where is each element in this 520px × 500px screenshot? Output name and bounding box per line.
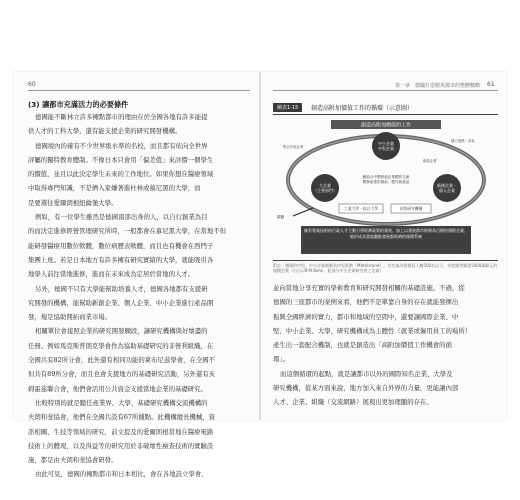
text-line: 的而決定進修經營管理研究所時，一般都會在慕尼黑大學，在當地不但 xyxy=(28,227,227,236)
text-line: 另外，德國不只有大學能幫助培養人才，德國各地都有支援研 xyxy=(35,284,208,293)
text-line: 由此可見，德國的擁點都市和日本相比，會在各地設立學會、 xyxy=(35,470,208,479)
corp-label-2: （主要部門） xyxy=(313,188,337,193)
text-line: 技術上的體現，以及得益等的研究用於非破壞性檢查技術的實驗設 xyxy=(28,441,214,450)
section-heading: (3) 讓都市充滿活力的必要條件 xyxy=(28,100,129,109)
running-head: 第一章 德國打造精英都市的整體戰略 xyxy=(394,83,480,89)
text-line: 比較特別的就是聽任產業界、大學、基礎研究機構交流機構的 xyxy=(35,398,208,407)
text-line: 振興全國經濟的實力，都市和地域的空間中，還要讓國際企業、中 xyxy=(273,312,459,321)
text-line: 是要選往愛爾朗根紐倫堡大學。 xyxy=(28,198,118,207)
corp-label: 大企業 xyxy=(319,183,331,188)
text-line: 施，都是由夫朗和斐協會研發。 xyxy=(28,456,118,465)
text-line: 任務。例如馬克斯普朗克學會作為協助基礎研究的非營利組織，在 xyxy=(28,341,214,350)
text-line: 相關單位會接照企業的研究開發願段，讓研究機構與好壞盡的 xyxy=(35,327,208,336)
left-body-text xyxy=(28,110,250,482)
center-label: 藉結合中價格值企業體的交流 xyxy=(362,175,410,179)
startup-label: 新創企業・ xyxy=(437,183,457,188)
right-body-text xyxy=(273,281,498,410)
left-page-number: 60 xyxy=(28,81,36,88)
sme-label: 中小企業 xyxy=(378,141,394,146)
text-line: 究開發的機構，能幫助新創企業、個人企業、中小企業進行產品開 xyxy=(28,298,214,307)
banner-text: 創造高附加價值的工作 xyxy=(360,122,412,129)
figure-label: 圖表1-15 xyxy=(273,103,302,112)
text-line: 的價值，並且以此決定學生未來的工作地位。如果你想在醫療領域 xyxy=(28,170,214,179)
expand-label: 擴大規模・成長 xyxy=(451,139,475,143)
text-line: 研究機構，從某方面來說，地方加入來自外界的力量，更能讓內部 xyxy=(273,384,459,393)
univ-label: 工業大學・綜合大學 xyxy=(343,206,379,211)
startup-label-2: 個人企業 xyxy=(439,188,455,193)
text-line: 能研發醫療用數位軟體，數位病歷表軟體，而且也有機會在西門子 xyxy=(28,241,214,250)
text-line: 而這個循環的起點，就是讓都市以外的國際知名企業、大學及 xyxy=(280,369,453,378)
center-label-2: 開發產業的創新、製作新產品 xyxy=(362,180,410,184)
text-line: 堅、中小企業、大學、研究機構成為主體性（就業或僱用員工的場所） xyxy=(273,326,472,335)
text-line: 並向當地分享充實的學術教育和研究開發相關的基礎設施。不過，從 xyxy=(273,284,465,292)
sme-label-2: 中堅企業 xyxy=(378,146,394,151)
text-line: 產生出一套配合機制，也就是創造出「高附加價值工作機會的循 xyxy=(273,341,452,350)
local-label: 集合在地企業 xyxy=(283,145,304,149)
research-label: 民間研究機構 xyxy=(399,206,423,211)
right-header-rule xyxy=(273,90,498,91)
figure-caption: 附註：德國的中堅、中小企業被稱為中堅經濟（Mittelstand）。其定義為從業員人數500名以下，年度銷售額達5000萬歐元的規模企業（出自以IFM Bonn，此部分中小企業研究所之定義） xyxy=(273,263,498,274)
cycle-diagram xyxy=(273,118,498,258)
start-arrow xyxy=(293,208,313,216)
figure-header xyxy=(273,103,498,113)
text-line: 評屬的獨特教育體制。不像日本只會用「偏差值」來評價一個學生 xyxy=(28,155,214,164)
text-line: 訊相關、生技等領域的研究，前文提及的愛爾朗根當地在醫療電路 xyxy=(28,427,214,436)
figure-title: 創造高附加價值工作的循環（示意圖） xyxy=(311,105,414,112)
text-line: 中取得專門知識，不是擠入家嫌著進杜林或慕尼黑的大學，而 xyxy=(28,184,201,193)
text-line: 人才、企業、組織（交流網路）展現出更加理顯的存在。 xyxy=(273,398,433,407)
text-line: 地學人前往當地進修，進而在未來成為定居於當地的人才。 xyxy=(28,270,195,279)
text-line: 例如，有一位學生雖然是德國南部出身的人，以自行創業為目 xyxy=(35,213,208,222)
text-line: 環」。 xyxy=(273,355,289,364)
text-line: 夫朗和斐協會，他們在全國共設有67所據點。此機構擅長機械，資 xyxy=(28,413,216,422)
text-line: 德國的三座都市的案例來看，他們不是單靠自身的存在就能發揮出 xyxy=(273,298,459,307)
text-line: 姆霍茲聯合會，他們會活用公共資金支援當地企業的基礎研究。 xyxy=(28,384,207,393)
text-line: 德國能不斷林立許多擁點都市的理由在於全國各地有許多能提 xyxy=(35,113,208,121)
left-header-rule xyxy=(28,90,250,91)
text-line: 供人才的工科大學，還有能支援企業的研究開發機構。 xyxy=(28,127,182,136)
text-line: 全國共有82所分會，此外還有相同功能的萊布尼茲學會，在全國不 xyxy=(28,356,216,365)
text-line: 發，規是協助開拓商業市場。 xyxy=(28,313,112,322)
right-page-number: 61 xyxy=(487,81,495,88)
venture-label: 創投企業 xyxy=(423,159,437,163)
text-line: 但共有89所分會，而且也會支援地方的基礎研究活動，另外還有亥 xyxy=(28,370,216,379)
start-label: 啟動 xyxy=(277,215,285,219)
text-line: 德國境內的確有不少世界級水準的名校，而且都有依向全世界 xyxy=(35,141,208,150)
figure-top-rule xyxy=(273,114,498,115)
summary-text: 擁有專業技術的行政人才主動引導經濟政策的發展。加上以發展都市經濟為目標的國際企業、能形成具當地觀點發展都經濟的循環系統 xyxy=(304,228,468,239)
caption-rule xyxy=(273,260,498,261)
text-line: 集團上班。若是日本地方有許多擁有研究實績的大學，就能吸引各 xyxy=(28,255,214,264)
book-spine xyxy=(259,72,261,420)
